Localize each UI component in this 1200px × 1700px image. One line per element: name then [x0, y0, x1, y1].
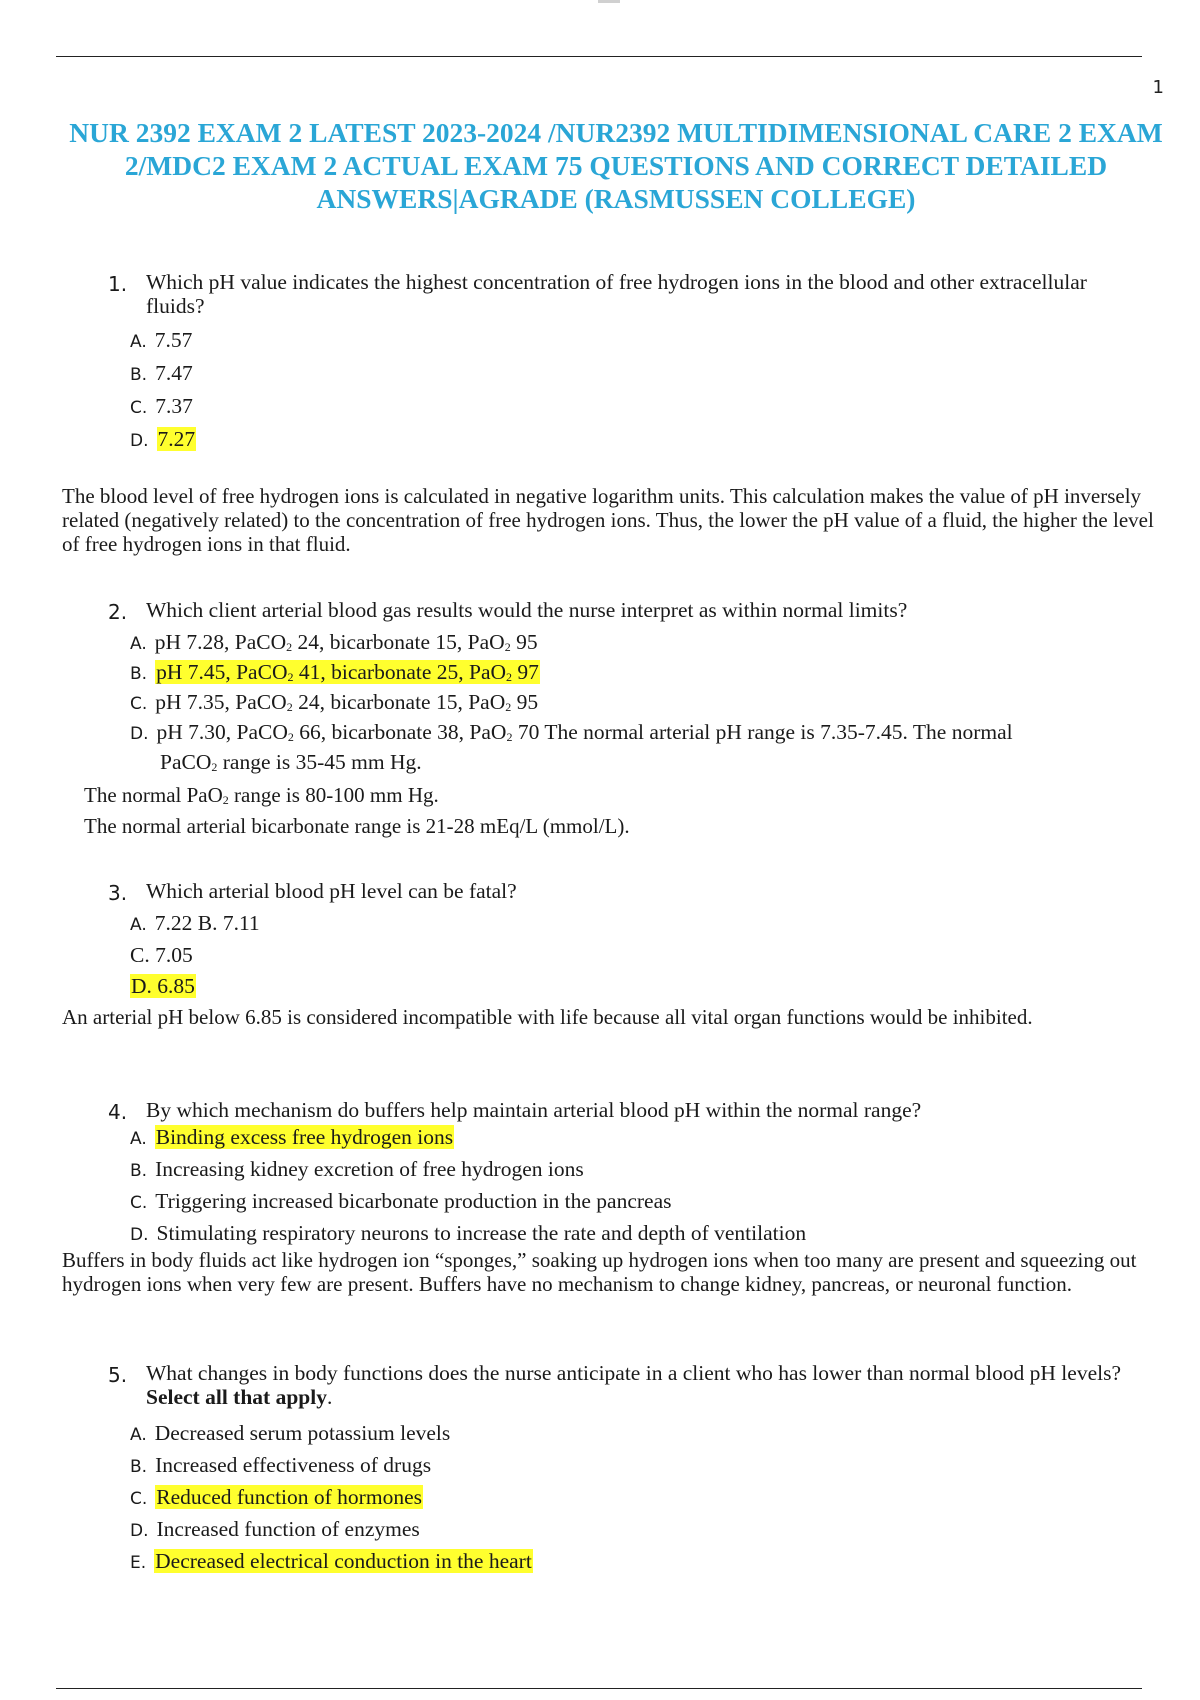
option-c: C. Triggering increased bicarbonate production in the pancreas: [130, 1189, 672, 1213]
title-line-2: 2/MDC2 EXAM 2 ACTUAL EXAM 75 QUESTIONS AND CORRECT DETAILED: [124, 150, 1108, 181]
option-a: A. Decreased serum potassium levels: [130, 1421, 451, 1445]
option-c-correct: C. Reduced function of hormones: [130, 1485, 422, 1509]
select-all-emphasis: Select all that apply: [146, 1385, 327, 1409]
question-number: 5.: [108, 1363, 128, 1387]
question-stem: What changes in body functions does the nurse anticipate in a client who has lower than normal blood pH levels? Select all that apply.: [146, 1361, 1121, 1409]
question-number: 1.: [108, 272, 128, 296]
question-stem: By which mechanism do buffers help maintain arterial blood pH within the normal range?: [146, 1098, 922, 1122]
option-b: B. 7.47: [130, 361, 193, 385]
option-d: D. pH 7.30, PaCO$_2$ 66, bicarbonate 38, PaO$_2$ 70 The normal arterial pH range is 7.35-7.45. The normal: [130, 720, 1013, 744]
option-c: C. pH 7.35, PaCO$_2$ 24, bicarbonate 15, PaO$_2$ 95: [130, 690, 539, 714]
option-a: A. 7.57: [130, 328, 193, 352]
question-stem: Which client arterial blood gas results would the nurse interpret as within normal limits?: [146, 598, 908, 622]
question-number: 4.: [108, 1100, 128, 1124]
option-d: D. Increased function of enzymes: [130, 1517, 420, 1541]
option-b: B. Increasing kidney excretion of free hydrogen ions: [130, 1157, 584, 1181]
option-a-correct: A. Binding excess free hydrogen ions: [130, 1125, 454, 1149]
header-rule: [56, 56, 1142, 57]
option-c: C. 7.37: [130, 394, 193, 418]
title-line-1: NUR 2392 EXAM 2 LATEST 2023-2024 /NUR2392 MULTIDIMENSIONAL CARE 2 EXAM: [69, 117, 1163, 148]
option-b: B. Increased effectiveness of drugs: [130, 1453, 432, 1477]
explanation: The blood level of free hydrogen ions is calculated in negative logarithm units. This calculation makes the value of pH inversely related (negatively related) to the concentration of free hydrogen ions. Thus, the lower the pH value of a fluid, the higher the level of free hydrogen ions in that fluid.: [62, 484, 1154, 556]
normal-pao-note: The normal PaO$_2$ range is 80-100 mm Hg.: [84, 783, 439, 807]
option-e-correct: E. Decreased electrical conduction in the heart: [130, 1549, 532, 1573]
question-stem: Which pH value indicates the highest concentration of free hydrogen ions in the blood and other extracellular fluids?: [146, 270, 1087, 318]
footer-rule: [56, 1688, 1142, 1689]
option-d-correct: D. 6.85: [131, 974, 195, 998]
question-number: 2.: [108, 600, 128, 624]
title-line-3: ANSWERS|AGRADE (RASMUSSEN COLLEGE): [316, 183, 916, 214]
document-title: [40, 116, 1192, 215]
option-d-correct: D. 7.27: [130, 427, 196, 451]
option-d: D. Stimulating respiratory neurons to increase the rate and depth of ventilation: [130, 1221, 807, 1245]
normal-bicarbonate-note: The normal arterial bicarbonate range is 21-28 mEq/L (mmol/L).: [84, 814, 630, 838]
option-d-continuation: PaCO$_2$ range is 35-45 mm Hg.: [160, 750, 422, 774]
option-b-correct: B. pH 7.45, PaCO$_2$ 41, bicarbonate 25, PaO$_2$ 97: [130, 660, 539, 684]
explanation: An arterial pH below 6.85 is considered incompatible with life because all vital organ functions would be inhibited.: [62, 1005, 1033, 1029]
option-a-b: A. 7.22 B. 7.11: [130, 911, 260, 935]
question-number: 3.: [108, 881, 128, 905]
page-number: 1: [1152, 77, 1164, 98]
option-a: A. pH 7.28, PaCO$_2$ 24, bicarbonate 15, PaO$_2$ 95: [130, 630, 538, 654]
page-top-mark: [598, 0, 620, 3]
option-c: C. 7.05: [130, 943, 193, 967]
explanation: Buffers in body fluids act like hydrogen ion “sponges,” soaking up hydrogen ions when too many are present and squeezing out hydrogen ions when very few are present. Buffers have no mechanism to change kidney, pancreas, or neuronal function.: [62, 1248, 1137, 1296]
question-stem: Which arterial blood pH level can be fatal?: [146, 879, 517, 903]
